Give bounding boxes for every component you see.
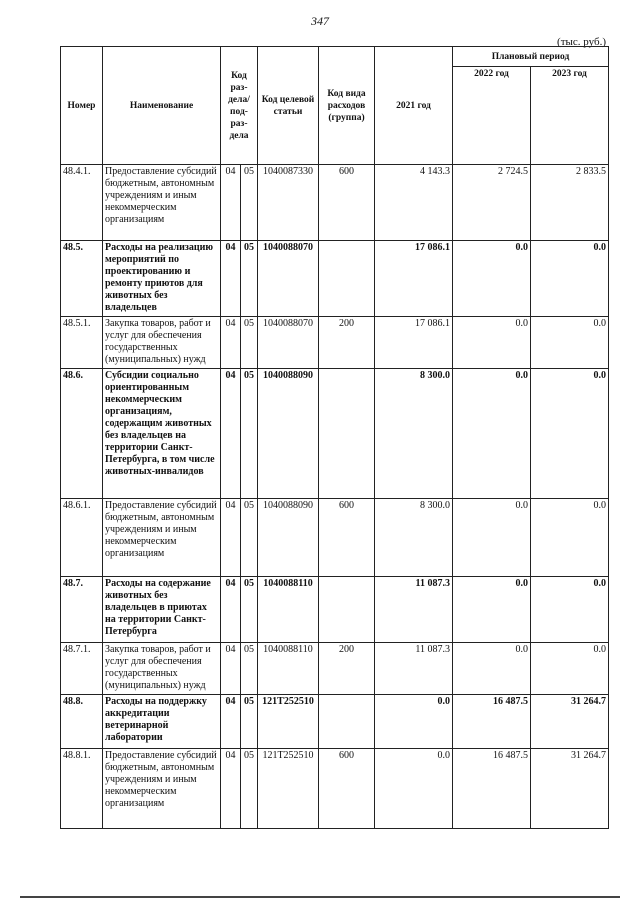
- header-expense-type-code: Код вида расходов (группа): [319, 47, 375, 165]
- header-target-code: Код целевой статьи: [258, 47, 319, 165]
- row-2021: 0.0: [375, 695, 453, 749]
- row-2023: 31 264.7: [531, 749, 609, 829]
- header-planned-period: Плановый период: [453, 47, 609, 67]
- row-2023: 2 833.5: [531, 165, 609, 241]
- table-header: [61, 47, 609, 165]
- table-row: [61, 165, 609, 241]
- row-2022: 0.0: [453, 577, 531, 643]
- row-expense-type: [319, 577, 375, 643]
- row-2022: 0.0: [453, 499, 531, 577]
- row-section: 04: [221, 317, 241, 369]
- table-body: [61, 165, 609, 829]
- row-name: Предоставление субсидий бюджетным, автономным учреждениям и иным некоммерческим организациям: [103, 165, 221, 241]
- row-2023: 0.0: [531, 643, 609, 695]
- row-number: 48.6.1.: [61, 499, 103, 577]
- row-number: 48.4.1.: [61, 165, 103, 241]
- row-target: 1040088110: [258, 577, 319, 643]
- row-2023: 0.0: [531, 577, 609, 643]
- table-row: [61, 241, 609, 317]
- row-target: 1040088110: [258, 643, 319, 695]
- row-number: 48.7.: [61, 577, 103, 643]
- row-2023: 0.0: [531, 317, 609, 369]
- row-expense-type: [319, 369, 375, 499]
- row-section: 04: [221, 695, 241, 749]
- table-row: [61, 643, 609, 695]
- table-row: [61, 749, 609, 829]
- row-expense-type: 600: [319, 499, 375, 577]
- row-section: 04: [221, 499, 241, 577]
- row-section: 04: [221, 165, 241, 241]
- row-number: 48.5.1.: [61, 317, 103, 369]
- row-2021: 8 300.0: [375, 499, 453, 577]
- row-2022: 16 487.5: [453, 749, 531, 829]
- header-2021: 2021 год: [375, 47, 453, 165]
- row-name: Закупка товаров, работ и услуг для обеспечения государственных (муниципальных) нужд: [103, 643, 221, 695]
- row-target: 1040088070: [258, 241, 319, 317]
- row-2022: 2 724.5: [453, 165, 531, 241]
- row-2021: 4 143.3: [375, 165, 453, 241]
- row-subsection: 05: [241, 749, 258, 829]
- row-subsection: 05: [241, 499, 258, 577]
- row-subsection: 05: [241, 369, 258, 499]
- row-section: 04: [221, 749, 241, 829]
- row-name: Субсидии социально ориентированным некоммерческим организациям, содержащим животных без владельцев на территории Санкт-Петербурга, в том числе животных-инвалидов: [103, 369, 221, 499]
- row-2021: 8 300.0: [375, 369, 453, 499]
- row-subsection: 05: [241, 241, 258, 317]
- table-row: [61, 695, 609, 749]
- header-number: Номер: [61, 47, 103, 165]
- row-number: 48.8.: [61, 695, 103, 749]
- table-row: [61, 369, 609, 499]
- row-number: 48.5.: [61, 241, 103, 317]
- row-2021: 11 087.3: [375, 643, 453, 695]
- row-expense-type: [319, 241, 375, 317]
- row-expense-type: [319, 695, 375, 749]
- row-target: 1040088090: [258, 369, 319, 499]
- row-section: 04: [221, 577, 241, 643]
- row-target: 1040088070: [258, 317, 319, 369]
- row-target: 121Т252510: [258, 749, 319, 829]
- page-number: 347: [311, 14, 329, 28]
- row-2022: 0.0: [453, 643, 531, 695]
- header-2023: 2023 год: [531, 67, 609, 165]
- row-section: 04: [221, 241, 241, 317]
- row-number: 48.6.: [61, 369, 103, 499]
- units-label: (тыс. руб.): [557, 36, 606, 48]
- row-2022: 0.0: [453, 317, 531, 369]
- table-row: [61, 317, 609, 369]
- row-expense-type: 200: [319, 643, 375, 695]
- row-section: 04: [221, 369, 241, 499]
- page-bottom-rule: [20, 896, 620, 898]
- row-2021: 0.0: [375, 749, 453, 829]
- table-row: [61, 577, 609, 643]
- row-2023: 0.0: [531, 241, 609, 317]
- row-subsection: 05: [241, 695, 258, 749]
- row-2023: 0.0: [531, 369, 609, 499]
- header-section-code: Код раз-дела/ под-раз-дела: [221, 47, 258, 165]
- row-subsection: 05: [241, 165, 258, 241]
- row-target: 1040088090: [258, 499, 319, 577]
- row-2022: 0.0: [453, 241, 531, 317]
- row-name: Предоставление субсидий бюджетным, автономным учреждениям и иным некоммерческим организациям: [103, 499, 221, 577]
- row-2021: 17 086.1: [375, 317, 453, 369]
- row-target: 121Т252510: [258, 695, 319, 749]
- table-row: [61, 499, 609, 577]
- row-section: 04: [221, 643, 241, 695]
- budget-table: [60, 46, 609, 829]
- row-2022: 0.0: [453, 369, 531, 499]
- row-2023: 31 264.7: [531, 695, 609, 749]
- row-name: Расходы на содержание животных без владельцев в приютах на территории Санкт-Петербурга: [103, 577, 221, 643]
- row-2021: 11 087.3: [375, 577, 453, 643]
- row-target: 1040087330: [258, 165, 319, 241]
- row-name: Расходы на поддержку аккредитации ветеринарной лаборатории: [103, 695, 221, 749]
- row-expense-type: 600: [319, 165, 375, 241]
- row-name: Расходы на реализацию мероприятий по проектированию и ремонту приютов для животных без владельцев: [103, 241, 221, 317]
- row-number: 48.7.1.: [61, 643, 103, 695]
- row-2022: 16 487.5: [453, 695, 531, 749]
- row-subsection: 05: [241, 643, 258, 695]
- header-name: Наименование: [103, 47, 221, 165]
- row-name: Предоставление субсидий бюджетным, автономным учреждениям и иным некоммерческим организациям: [103, 749, 221, 829]
- row-2021: 17 086.1: [375, 241, 453, 317]
- header-2022: 2022 год: [453, 67, 531, 165]
- row-subsection: 05: [241, 577, 258, 643]
- row-subsection: 05: [241, 317, 258, 369]
- row-name: Закупка товаров, работ и услуг для обеспечения государственных (муниципальных) нужд: [103, 317, 221, 369]
- row-expense-type: 200: [319, 317, 375, 369]
- row-expense-type: 600: [319, 749, 375, 829]
- row-2023: 0.0: [531, 499, 609, 577]
- row-number: 48.8.1.: [61, 749, 103, 829]
